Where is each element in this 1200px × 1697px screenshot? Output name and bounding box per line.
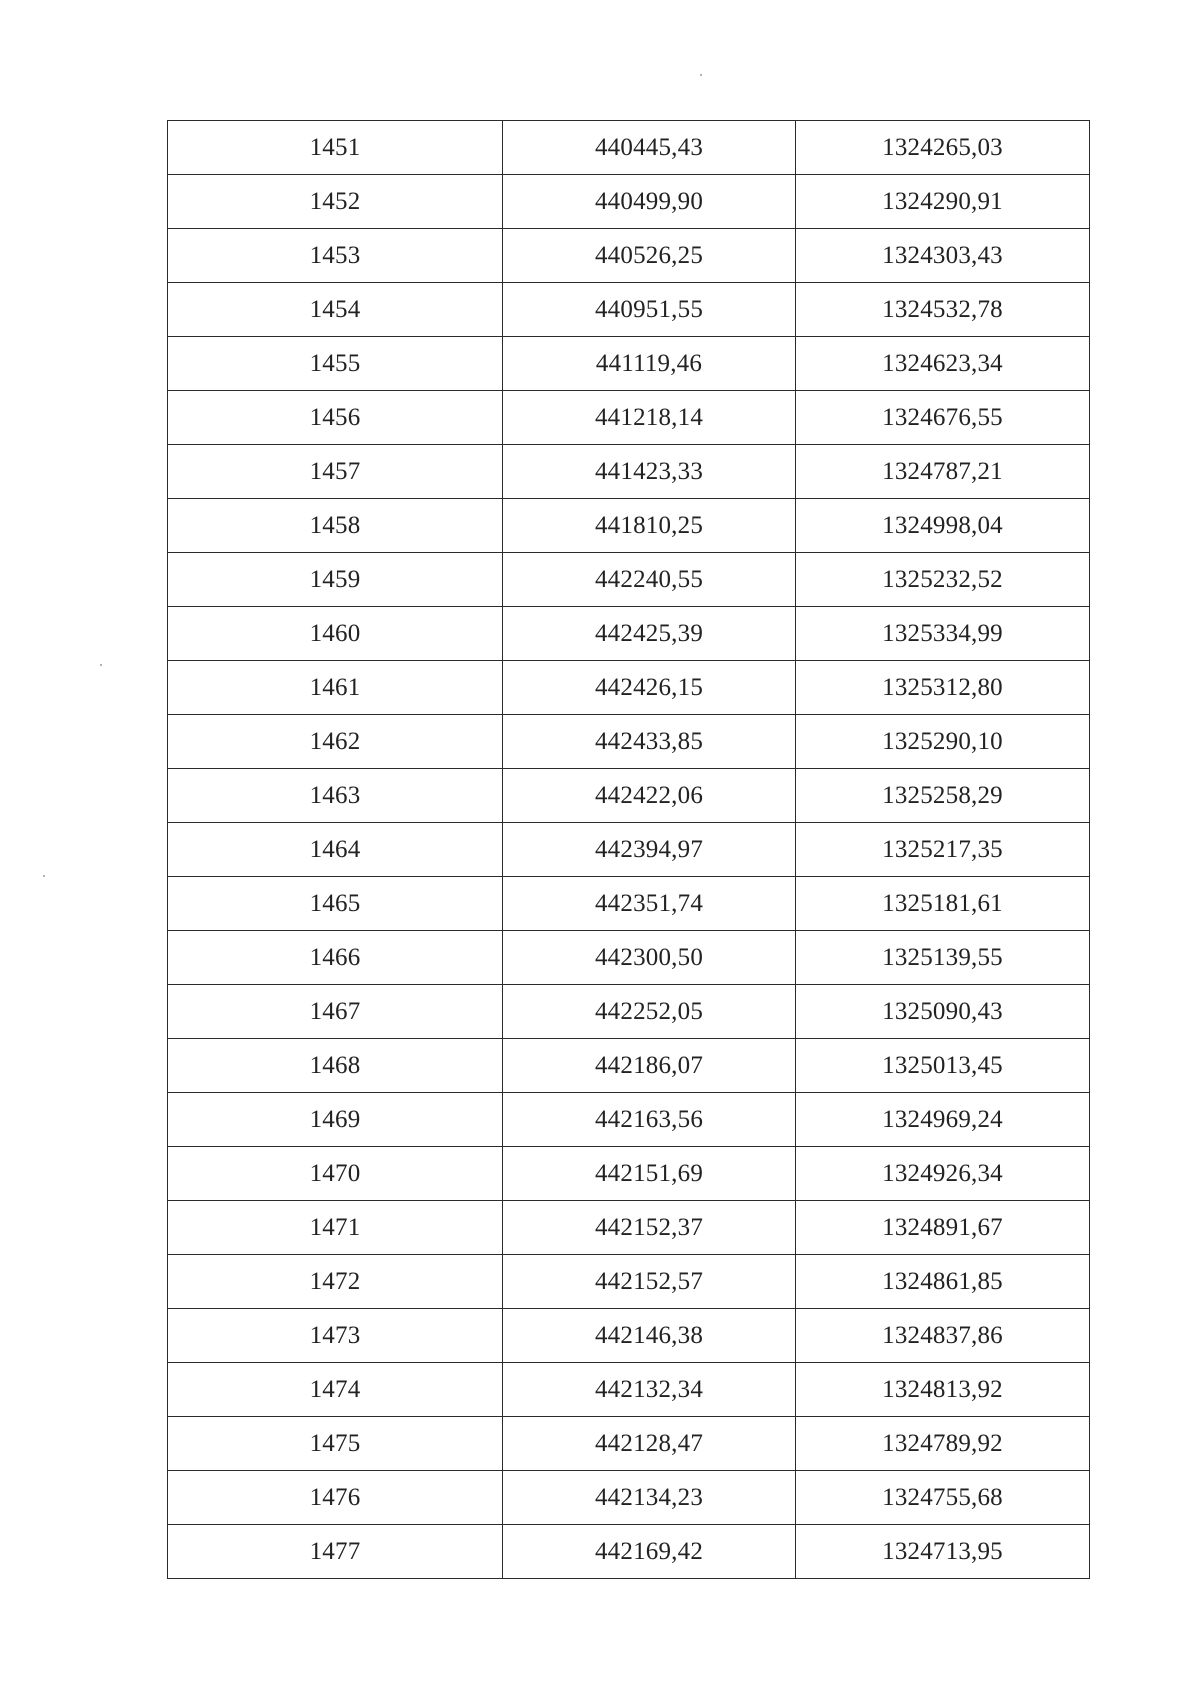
x-coordinate-cell: 442425,39: [503, 607, 796, 661]
y-coordinate-cell: 1325334,99: [796, 607, 1090, 661]
x-coordinate-cell: 442169,42: [503, 1525, 796, 1579]
table-row: [168, 391, 1090, 445]
x-coordinate-cell: 441119,46: [503, 337, 796, 391]
y-coordinate-cell: 1324813,92: [796, 1363, 1090, 1417]
y-coordinate-cell: 1325232,52: [796, 553, 1090, 607]
x-coordinate-cell: 442186,07: [503, 1039, 796, 1093]
point-number-cell: 1451: [168, 121, 503, 175]
table-row: [168, 1255, 1090, 1309]
table-row: [168, 553, 1090, 607]
point-number-cell: 1465: [168, 877, 503, 931]
table-row: [168, 229, 1090, 283]
y-coordinate-cell: 1325217,35: [796, 823, 1090, 877]
point-number-cell: 1462: [168, 715, 503, 769]
scan-speck: [700, 74, 702, 76]
x-coordinate-cell: 442422,06: [503, 769, 796, 823]
x-coordinate-cell: 441810,25: [503, 499, 796, 553]
x-coordinate-cell: 440499,90: [503, 175, 796, 229]
table-row: [168, 499, 1090, 553]
y-coordinate-cell: 1324891,67: [796, 1201, 1090, 1255]
point-number-cell: 1460: [168, 607, 503, 661]
point-number-cell: 1476: [168, 1471, 503, 1525]
x-coordinate-cell: 442426,15: [503, 661, 796, 715]
y-coordinate-cell: 1325090,43: [796, 985, 1090, 1039]
scan-speck: [43, 875, 45, 877]
point-number-cell: 1469: [168, 1093, 503, 1147]
y-coordinate-cell: 1324969,24: [796, 1093, 1090, 1147]
y-coordinate-cell: 1324676,55: [796, 391, 1090, 445]
x-coordinate-cell: 442300,50: [503, 931, 796, 985]
table-row: [168, 1201, 1090, 1255]
point-number-cell: 1474: [168, 1363, 503, 1417]
y-coordinate-cell: 1325139,55: [796, 931, 1090, 985]
point-number-cell: 1466: [168, 931, 503, 985]
y-coordinate-cell: 1324787,21: [796, 445, 1090, 499]
y-coordinate-cell: 1325013,45: [796, 1039, 1090, 1093]
table-row: [168, 1471, 1090, 1525]
point-number-cell: 1461: [168, 661, 503, 715]
point-number-cell: 1467: [168, 985, 503, 1039]
x-coordinate-cell: 442163,56: [503, 1093, 796, 1147]
y-coordinate-cell: 1324265,03: [796, 121, 1090, 175]
y-coordinate-cell: 1324290,91: [796, 175, 1090, 229]
y-coordinate-cell: 1324789,92: [796, 1417, 1090, 1471]
point-number-cell: 1475: [168, 1417, 503, 1471]
y-coordinate-cell: 1324998,04: [796, 499, 1090, 553]
table-row: [168, 121, 1090, 175]
table-row: [168, 283, 1090, 337]
x-coordinate-cell: 442152,57: [503, 1255, 796, 1309]
x-coordinate-cell: 440951,55: [503, 283, 796, 337]
point-number-cell: 1452: [168, 175, 503, 229]
x-coordinate-cell: 442252,05: [503, 985, 796, 1039]
point-number-cell: 1459: [168, 553, 503, 607]
x-coordinate-cell: 442240,55: [503, 553, 796, 607]
point-number-cell: 1456: [168, 391, 503, 445]
x-coordinate-cell: 441423,33: [503, 445, 796, 499]
x-coordinate-cell: 442134,23: [503, 1471, 796, 1525]
table-row: [168, 877, 1090, 931]
y-coordinate-cell: 1325290,10: [796, 715, 1090, 769]
x-coordinate-cell: 440445,43: [503, 121, 796, 175]
point-number-cell: 1454: [168, 283, 503, 337]
table-row: [168, 769, 1090, 823]
table-row: [168, 823, 1090, 877]
point-number-cell: 1458: [168, 499, 503, 553]
point-number-cell: 1470: [168, 1147, 503, 1201]
table-row: [168, 1525, 1090, 1579]
y-coordinate-cell: 1324926,34: [796, 1147, 1090, 1201]
x-coordinate-cell: 442394,97: [503, 823, 796, 877]
table-row: [168, 1309, 1090, 1363]
table-row: [168, 1417, 1090, 1471]
y-coordinate-cell: 1324623,34: [796, 337, 1090, 391]
point-number-cell: 1455: [168, 337, 503, 391]
table-row: [168, 175, 1090, 229]
x-coordinate-cell: 442146,38: [503, 1309, 796, 1363]
point-number-cell: 1453: [168, 229, 503, 283]
point-number-cell: 1471: [168, 1201, 503, 1255]
x-coordinate-cell: 442351,74: [503, 877, 796, 931]
table-row: [168, 715, 1090, 769]
x-coordinate-cell: 442433,85: [503, 715, 796, 769]
table-row: [168, 607, 1090, 661]
y-coordinate-cell: 1324303,43: [796, 229, 1090, 283]
y-coordinate-cell: 1324532,78: [796, 283, 1090, 337]
table-row: [168, 931, 1090, 985]
table-row: [168, 337, 1090, 391]
table-row: [168, 1363, 1090, 1417]
scan-speck: [100, 664, 102, 666]
x-coordinate-cell: 442152,37: [503, 1201, 796, 1255]
y-coordinate-cell: 1325181,61: [796, 877, 1090, 931]
table-row: [168, 661, 1090, 715]
x-coordinate-cell: 442128,47: [503, 1417, 796, 1471]
table-row: [168, 1147, 1090, 1201]
point-number-cell: 1463: [168, 769, 503, 823]
point-number-cell: 1473: [168, 1309, 503, 1363]
point-number-cell: 1457: [168, 445, 503, 499]
table-row: [168, 1039, 1090, 1093]
point-number-cell: 1464: [168, 823, 503, 877]
table-row: [168, 1093, 1090, 1147]
table-row: [168, 445, 1090, 499]
coordinates-table-body: [168, 121, 1090, 1579]
point-number-cell: 1472: [168, 1255, 503, 1309]
x-coordinate-cell: 442151,69: [503, 1147, 796, 1201]
point-number-cell: 1477: [168, 1525, 503, 1579]
x-coordinate-cell: 441218,14: [503, 391, 796, 445]
y-coordinate-cell: 1324713,95: [796, 1525, 1090, 1579]
y-coordinate-cell: 1324837,86: [796, 1309, 1090, 1363]
coordinates-table: [167, 120, 1090, 1579]
table-row: [168, 985, 1090, 1039]
x-coordinate-cell: 440526,25: [503, 229, 796, 283]
y-coordinate-cell: 1325258,29: [796, 769, 1090, 823]
y-coordinate-cell: 1325312,80: [796, 661, 1090, 715]
y-coordinate-cell: 1324861,85: [796, 1255, 1090, 1309]
point-number-cell: 1468: [168, 1039, 503, 1093]
y-coordinate-cell: 1324755,68: [796, 1471, 1090, 1525]
x-coordinate-cell: 442132,34: [503, 1363, 796, 1417]
